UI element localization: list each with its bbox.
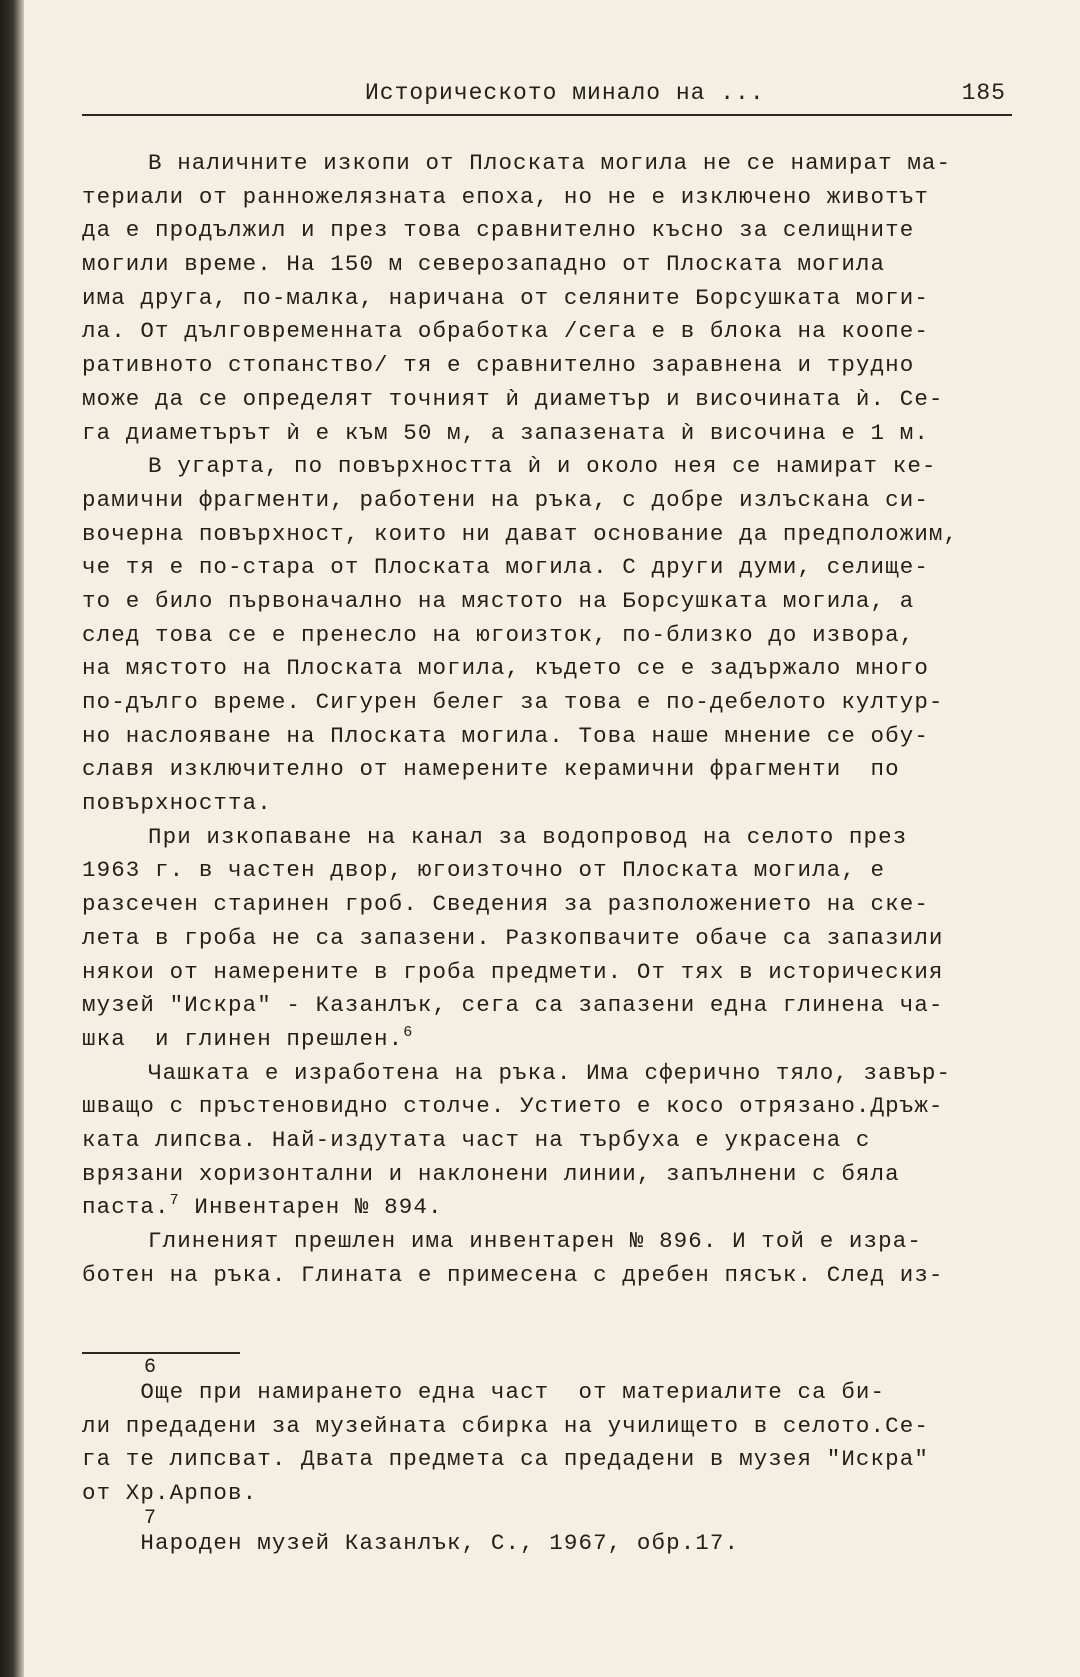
body-text xyxy=(82,147,1022,1292)
text-line-content: музей "Искра" - Казанлък, сега са запазени една глинена ча- xyxy=(82,992,944,1019)
text-line-content: вочерна повърхност, които ни дават основание да предположим, xyxy=(82,520,959,547)
footnote-reference: 6 xyxy=(403,1023,414,1041)
text-line xyxy=(82,1191,1022,1225)
text-line-content: Чашката е изработена на ръка. Има сферично тяло, завър- xyxy=(148,1059,952,1086)
text-line xyxy=(82,282,1022,316)
text-line xyxy=(82,1158,1022,1192)
text-line-content: да е продължил и през това сравнително късно за селищните xyxy=(82,217,915,244)
text-line-content: 1963 г. в частен двор, югоизточно от Плоската могила, е xyxy=(82,857,886,884)
text-line-content: на мястото на Плоската могила, където се е задържало много xyxy=(82,655,929,682)
footnote-line: ли предадени за музейната сбирка на училището в селото.Се- xyxy=(82,1412,929,1439)
text-line xyxy=(82,417,1022,451)
text-line-content: га диаметърът ѝ е към 50 м, а запазената ѝ височина е 1 м. xyxy=(82,419,929,446)
text-line xyxy=(82,652,1022,686)
text-line-content: след това се е пренесло на югоизток, по-близко до извора, xyxy=(82,621,915,648)
text-line xyxy=(82,787,1022,821)
text-line xyxy=(82,518,1022,552)
text-line xyxy=(82,1057,1022,1091)
text-line xyxy=(82,450,1022,484)
text-line-content: то е било първоначално на мястото на Борсушката могила, а xyxy=(82,587,915,614)
text-line xyxy=(82,720,1022,754)
text-line xyxy=(82,1090,1022,1124)
footnote-mark: 7 xyxy=(144,1507,157,1530)
text-line-content: някои от намерените в гроба предмети. От тях в историческия xyxy=(82,958,944,985)
text-line xyxy=(82,1225,1022,1259)
text-line xyxy=(82,315,1022,349)
text-line xyxy=(82,248,1022,282)
text-line-content: ката липсва. Най-издутата част на търбуха е украсена с xyxy=(82,1126,871,1153)
text-line-content: може да се определят точният ѝ диаметър и височината ѝ. Се- xyxy=(82,385,944,412)
text-line xyxy=(82,956,1022,990)
footnote-line: Още при намирането една част от материалите са би- xyxy=(82,1379,886,1405)
text-line-content: шка и глинен прешлен. xyxy=(82,1025,404,1052)
text-line-content: има друга, по-малка, наричана от селяните Борсушката моги- xyxy=(82,284,929,311)
text-line-content: ла. От дълговременната обработка /сега е в блока на коопе- xyxy=(82,318,929,345)
running-title: Историческото минало на ... xyxy=(365,80,765,106)
text-line-content: повърхността. xyxy=(82,790,272,817)
text-line-content: териали от ранножелязната епоха, но не е изключено животът xyxy=(82,183,929,210)
text-line xyxy=(82,181,1022,215)
text-line-content: лета в гроба не са запазени. Разкопвачите обаче са запазили xyxy=(82,924,944,951)
text-line xyxy=(82,753,1022,787)
footnote-line: Народен музей Казанлък, С., 1967, обр.17. xyxy=(82,1530,740,1556)
text-line xyxy=(82,888,1022,922)
book-binding-edge xyxy=(0,0,24,1677)
text-line xyxy=(82,619,1022,653)
page-number: 185 xyxy=(961,80,1006,106)
text-line-content: славя изключително от намерените керамични фрагменти по xyxy=(82,756,900,783)
text-line-content: разсечен старинен гроб. Сведения за разположението на ске- xyxy=(82,891,929,918)
text-line xyxy=(82,383,1022,417)
text-line-content: Глиненият прешлен има инвентарен № 896. И той е изра- xyxy=(148,1228,922,1254)
text-line xyxy=(82,1023,1022,1057)
text-line xyxy=(82,214,1022,248)
footnote-mark: 6 xyxy=(144,1356,157,1379)
text-line xyxy=(82,821,1022,855)
text-line xyxy=(82,1259,1022,1293)
text-line xyxy=(82,147,1022,181)
footnote-reference: 7 xyxy=(169,1192,180,1210)
text-line xyxy=(82,585,1022,619)
text-line xyxy=(82,551,1022,585)
text-line xyxy=(82,349,1022,383)
text-line-content: ративното стопанство/ тя е сравнително заравнена и трудно xyxy=(82,352,915,379)
text-line-content: шващо с пръстеновидно столче. Устието е косо отрязано.Дръж- xyxy=(82,1093,944,1120)
book-page xyxy=(24,0,1080,1677)
text-line xyxy=(82,922,1022,956)
footnote-line: га те липсват. Двата предмета са предадени в музея "Искра" xyxy=(82,1446,929,1472)
text-line xyxy=(82,854,1022,888)
footnote-line: от Хр.Арпов. xyxy=(82,1479,258,1506)
text-line-content: В наличните изкопи от Плоската могила не се намират ма- xyxy=(148,150,952,176)
text-line xyxy=(82,1124,1022,1158)
text-line-content: по-дълго време. Сигурен белег за това е по-дебелото култур- xyxy=(82,689,944,715)
text-line xyxy=(82,686,1022,720)
text-line-content: В угарта, по повърхността ѝ и около нея се намират ке- xyxy=(148,453,937,480)
text-line-content: При изкопаване на канал за водопровод на селото през xyxy=(148,823,908,850)
text-line xyxy=(82,989,1022,1023)
text-line-content: рамични фрагменти, работени на ръка, с добре излъскана си- xyxy=(82,486,929,513)
text-line-content: паста. xyxy=(82,1194,170,1221)
footnote-divider xyxy=(82,1352,240,1354)
text-line xyxy=(82,484,1022,518)
text-line-content: ботен на ръка. Глината е примесена с дребен пясък. След из- xyxy=(82,1261,944,1288)
text-line-content: врязани хоризонтални и наклонени линии, запълнени с бяла xyxy=(82,1160,900,1187)
text-line-continuation: Инвентарен № 894. xyxy=(179,1194,443,1221)
text-line-content: могили време. На 150 м северозападно от Плоската могила xyxy=(82,251,886,278)
running-head xyxy=(82,80,1012,116)
text-line-content: че тя е по-стара от Плоската могила. С други думи, селище- xyxy=(82,554,929,581)
text-line-content: но наслояване на Плоската могила. Това наше мнение се обу- xyxy=(82,722,929,749)
